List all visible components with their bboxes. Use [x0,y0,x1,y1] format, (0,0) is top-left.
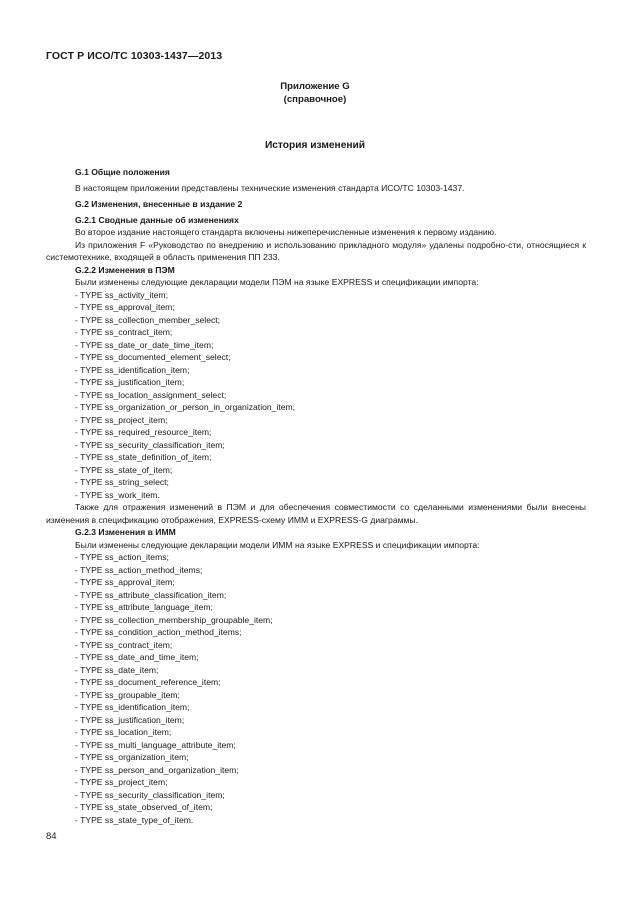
appendix-title: Приложение G [280,81,350,92]
list-item: - TYPE ss_identification_item; [75,702,190,712]
list-item: - TYPE ss_state_observed_of_item; [75,802,213,812]
list-item: - TYPE ss_organization_or_person_in_organization_item; [75,402,296,412]
section-g23-heading: G.2.3 Изменения в ИММ [75,527,176,537]
list-item: - TYPE ss_project_item; [75,777,168,787]
section-g21-heading: G.2.1 Сводные данные об изменениях [75,214,239,225]
list-item: - TYPE ss_multi_language_attribute_item; [75,739,236,750]
list-item: - TYPE ss_required_resource_item; [75,427,212,437]
list-item: - TYPE ss_document_reference_item; [75,677,221,687]
section-g21-paragraph-1: Во второе издание настоящего стандарта включены нижеперечисленные изменения к первому изданию. [75,227,497,237]
list-item: - TYPE ss_justification_item; [75,714,185,725]
list-item: - TYPE ss_activity_item; [75,289,168,300]
list-item: - TYPE ss_attribute_language_item; [75,602,213,612]
list-item: - TYPE ss_action_items; [75,552,169,562]
list-item: - TYPE ss_date_item; [75,664,159,675]
section-g1-text: В настоящем приложении представлены технические изменения стандарта ИСО/ТС 10303-1437. [75,182,465,193]
section-g23-intro: Были изменены следующие декларации модели ИММ на языке EXPRESS и спецификации импорта: [75,539,480,550]
list-item: - TYPE ss_documented_element_select; [75,352,231,362]
appendix-heading [240,80,390,106]
list-item: - TYPE ss_approval_item; [75,302,175,312]
section-g23-list [46,551,586,826]
list-item: - TYPE ss_approval_item; [75,577,175,587]
list-item: - TYPE ss_person_and_organization_item; [75,764,239,775]
list-item: - TYPE ss_security_classification_item; [75,789,225,800]
list-item: - TYPE ss_state_definition_of_item; [75,452,212,462]
list-item: - TYPE ss_security_classification_item; [75,439,225,450]
list-item: - TYPE ss_location_assignment_select; [75,389,227,400]
section-g22-heading: G.2.2 Изменения в ПЭМ [75,264,175,275]
list-item: - TYPE ss_string_select; [75,477,169,487]
list-item: - TYPE ss_state_type_of_item. [75,814,194,825]
list-item: - TYPE ss_organization_item; [75,752,189,762]
list-item: - TYPE ss_justification_item; [75,377,185,387]
history-title: История изменений [264,140,366,151]
list-item: - TYPE ss_contract_item; [75,327,173,337]
list-item: - TYPE ss_condition_action_method_items; [75,627,242,637]
list-item: - TYPE ss_date_or_date_time_item; [75,339,214,350]
list-item: - TYPE ss_collection_membership_groupable_item; [75,614,273,625]
list-item: - TYPE ss_attribute_classification_item; [75,589,227,600]
list-item: - TYPE ss_location_item; [75,727,172,737]
page-number: 84 [46,831,57,842]
list-item: - TYPE ss_collection_member_select; [75,314,221,325]
section-g2-heading: G.2 Изменения, внесенные в издание 2 [75,199,243,209]
list-item: - TYPE ss_project_item; [75,414,168,425]
section-g22-outro: Также для отражения изменений в ПЭМ и для обеспечения совместимости со сделанными изменениями были внесены изменения в спецификацию отображения, EXPRESS-схему ИММ и EXPRESS-G диаграммы. [46,502,586,525]
document-body [46,166,586,826]
section-g21-paragraph-2: Из приложения F «Руководство по внедрению и использованию прикладного модуля» удалены подробно-сти, относящиеся к системотехнике, входящей в область применения ПП 233. [46,239,586,262]
section-g22-list [46,289,586,502]
appendix-subtitle: (справочное) [283,94,347,105]
section-g22-intro: Были изменены следующие декларации модели ПЭМ на языке EXPRESS и спецификации импорта: [75,277,479,287]
list-item: - TYPE ss_state_of_item; [75,464,173,475]
list-item: - TYPE ss_date_and_time_item; [75,652,199,662]
list-item: - TYPE ss_action_method_items; [75,564,203,575]
list-item: - TYPE ss_groupable_item; [75,689,180,700]
section-g1-heading: G.1 Общие положения [75,167,170,177]
list-item: - TYPE ss_identification_item; [75,364,190,375]
list-item: - TYPE ss_contract_item; [75,639,173,650]
list-item: - TYPE ss_work_item. [75,489,160,500]
document-header: ГОСТ Р ИСО/ТС 10303-1437—2013 [46,50,223,62]
